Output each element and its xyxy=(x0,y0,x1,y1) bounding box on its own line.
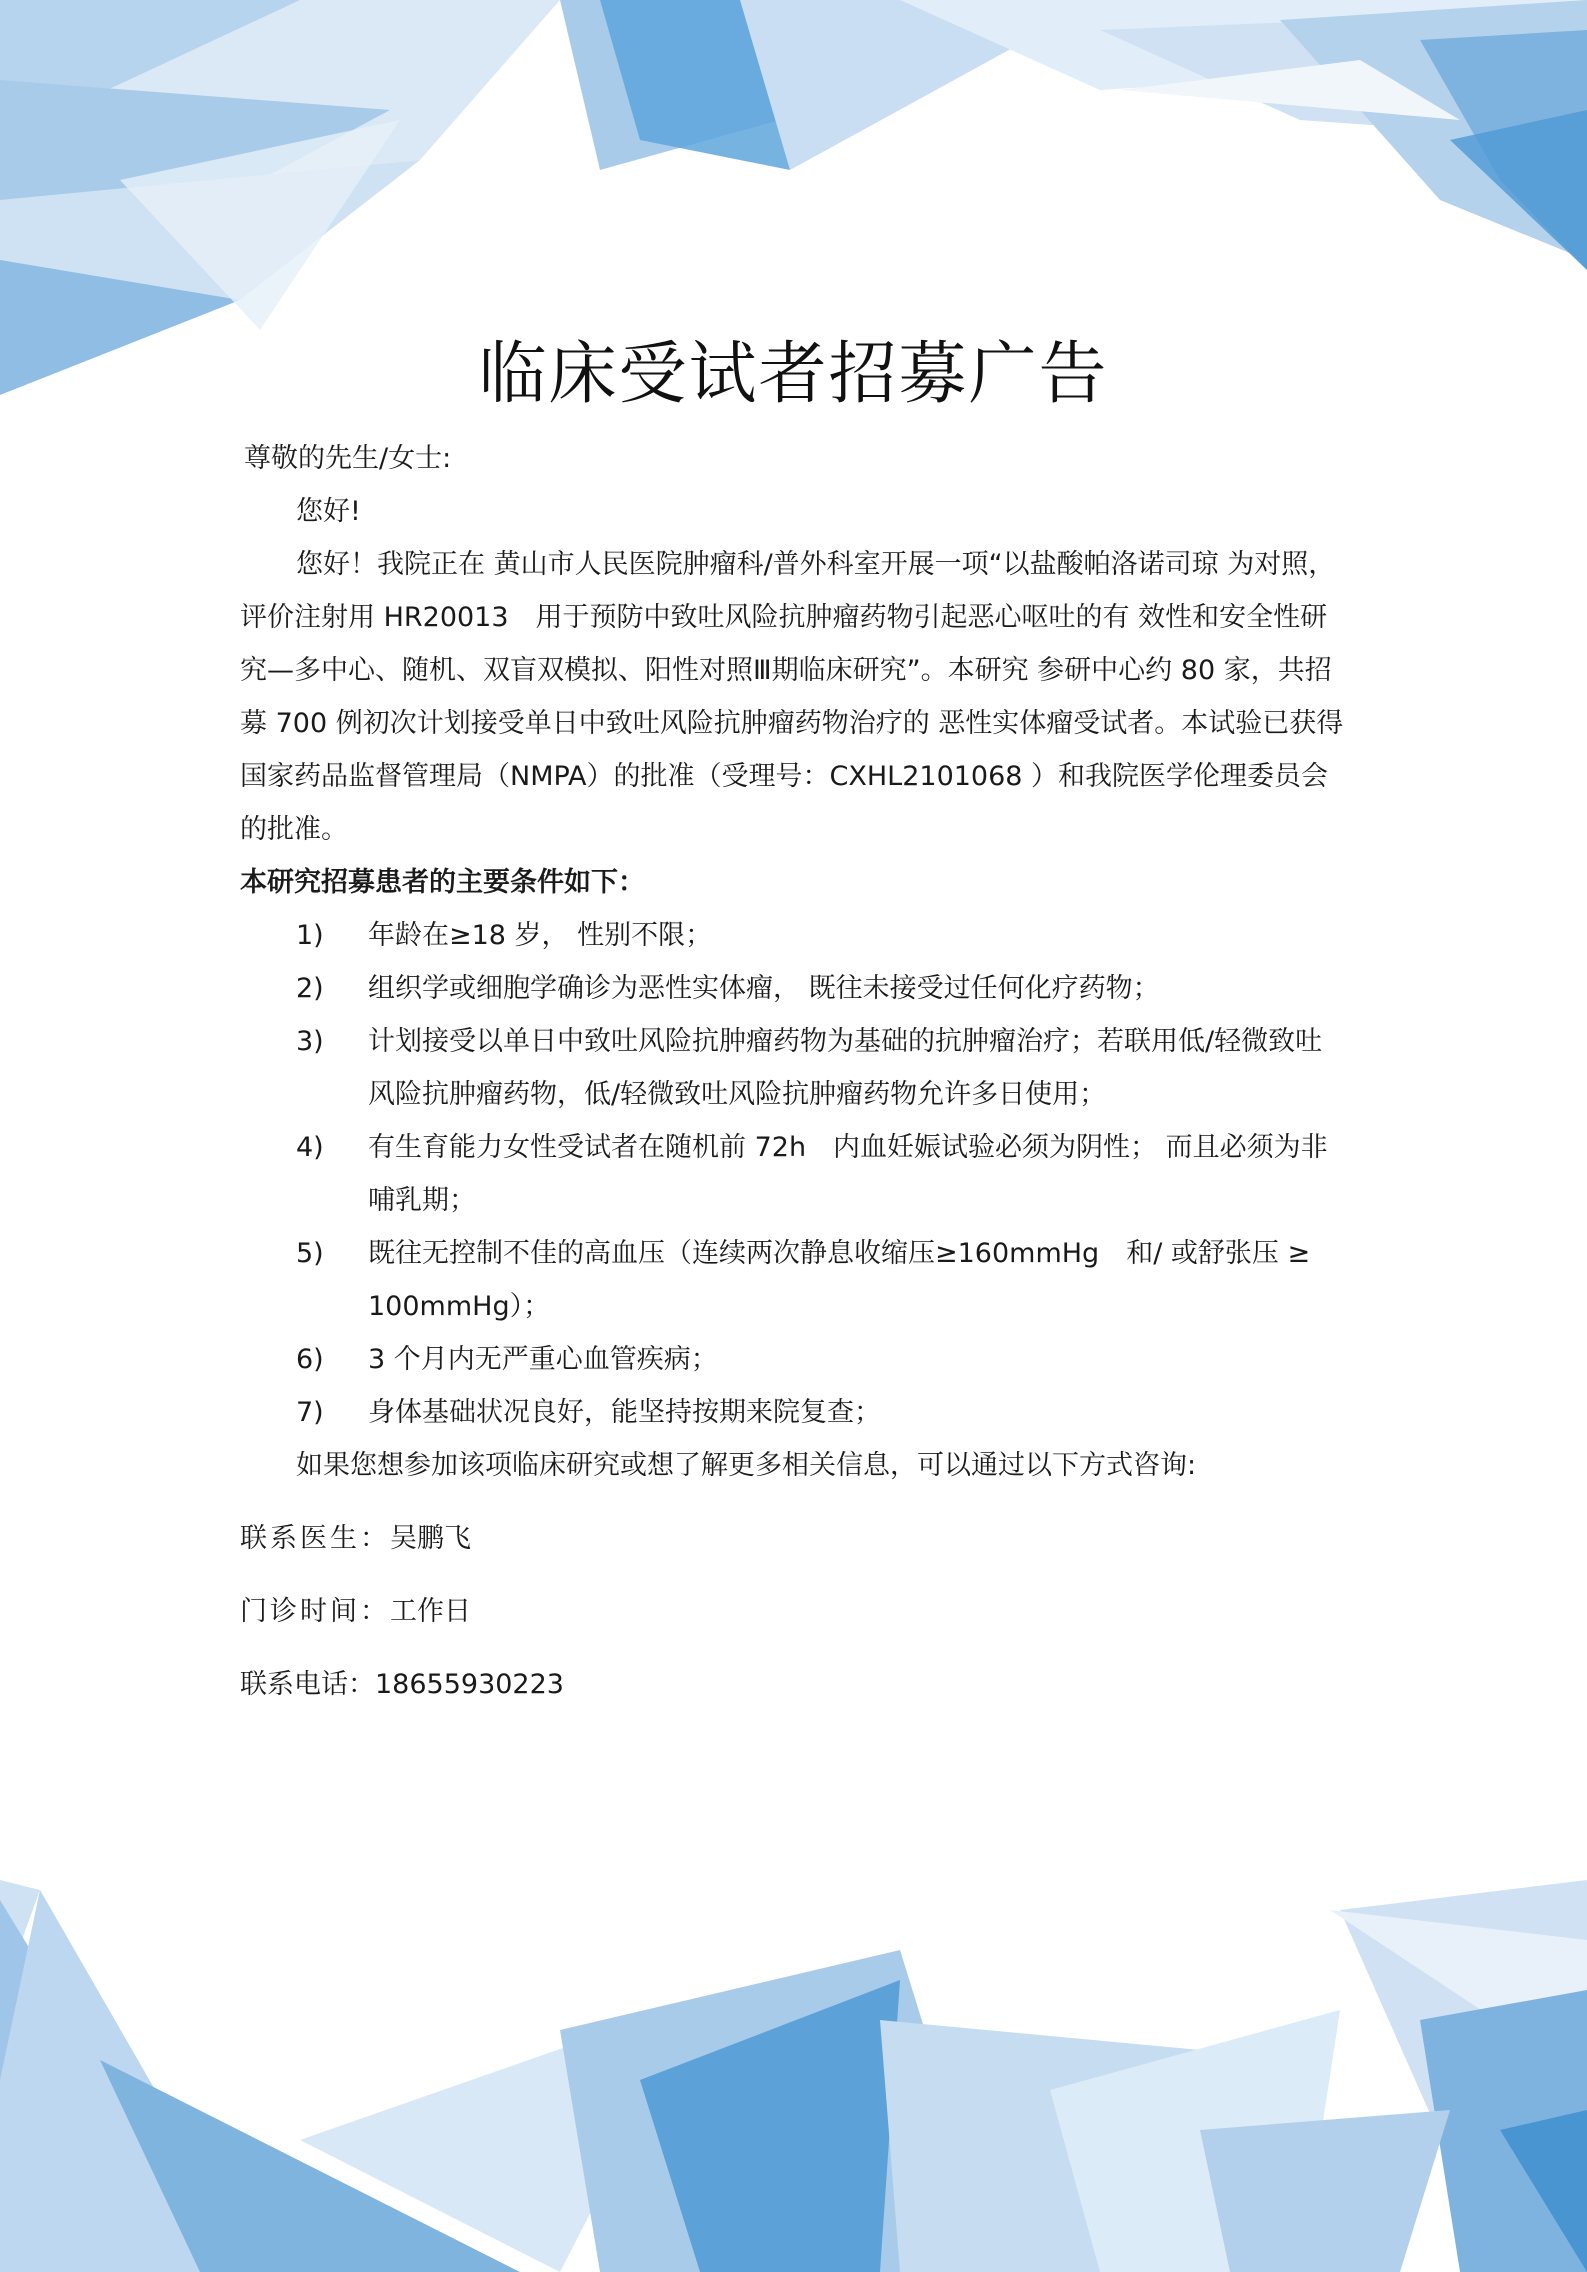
contact-doctor-name: 吴鹏飞 xyxy=(390,1523,471,1554)
clinic-hours xyxy=(240,1585,1348,1638)
condition-item xyxy=(240,1386,1348,1439)
condition-number: 5) xyxy=(296,1238,324,1269)
condition-item xyxy=(240,1015,1348,1121)
condition-text: 计划接受以单日中致吐风险抗肿瘤药物为基础的抗肿瘤治疗；若联用低/轻微致吐风险抗肿瘤药物，低/轻微致吐风险抗肿瘤药物允许多日使用； xyxy=(368,1026,1323,1110)
condition-number: 4) xyxy=(296,1132,324,1163)
condition-item xyxy=(240,1227,1348,1333)
closing-paragraph: 如果您想参加该项临床研究或想了解更多相关信息，可以通过以下方式咨询: xyxy=(296,1450,1197,1481)
condition-text: 3 个月内无严重心血管疾病； xyxy=(368,1344,718,1375)
condition-item xyxy=(240,962,1348,1015)
contact-doctor-label: 联系医生： xyxy=(240,1523,390,1554)
condition-item xyxy=(240,1121,1348,1227)
condition-number: 3) xyxy=(296,1026,324,1057)
condition-number: 1) xyxy=(296,920,324,951)
condition-number: 2) xyxy=(296,973,324,1004)
condition-number: 7) xyxy=(296,1397,324,1428)
condition-number: 6) xyxy=(296,1344,324,1375)
contact-doctor xyxy=(240,1512,1348,1565)
clinic-hours-label: 门诊时间： xyxy=(240,1596,390,1627)
document-body xyxy=(240,432,1348,1711)
contact-phone xyxy=(240,1658,1348,1711)
greeting: 您好! xyxy=(296,496,361,527)
condition-text: 有生育能力女性受试者在随机前 72h 内血妊娠试验必须为阴性； 而且必须为非哺乳期； xyxy=(368,1132,1328,1216)
condition-item xyxy=(240,909,1348,962)
contact-phone-value: 18655930223 xyxy=(375,1669,564,1700)
clinic-hours-value: 工作日 xyxy=(390,1596,471,1627)
conditions-heading: 本研究招募患者的主要条件如下： xyxy=(240,867,645,898)
intro-paragraph: 您好！我院正在 黄山市人民医院肿瘤科/普外科室开展一项“以盐酸帕洛诺司琼 为对照，评价注射用 HR20013 用于预防中致吐风险抗肿瘤药物引起恶心呕吐的有 效性和安全性研究—多中心、随机、双盲双模拟、阳性对照Ⅲ期临床研究”。本研究 参研中心约 80 家，共招募 700 例初次计划接受单日中致吐风险抗肿瘤药物治疗的 恶性实体瘤受试者。本试验已获得国家药品监督管理局（NMPA）的批准（受理号：CXHL2101068 ）和我院医学伦理委员会的批准。 xyxy=(240,549,1344,845)
contact-phone-label: 联系电话： xyxy=(240,1669,375,1700)
condition-text: 身体基础状况良好，能坚持按期来院复查； xyxy=(368,1397,881,1428)
condition-text: 组织学或细胞学确诊为恶性实体瘤， 既往未接受过任何化疗药物； xyxy=(368,973,1160,1004)
salutation: 尊敬的先生/女士: xyxy=(244,443,452,474)
condition-item xyxy=(240,1333,1348,1386)
bottom-polygon-decoration xyxy=(0,1880,1587,2272)
page-title: 临床受试者招募广告 xyxy=(478,335,1109,414)
condition-text: 既往无控制不佳的高血压（连续两次静息收缩压≥160mmHg 和/ 或舒张压 ≥ 100mmHg）； xyxy=(368,1238,1311,1322)
condition-text: 年龄在≥18 岁， 性别不限； xyxy=(368,920,713,951)
